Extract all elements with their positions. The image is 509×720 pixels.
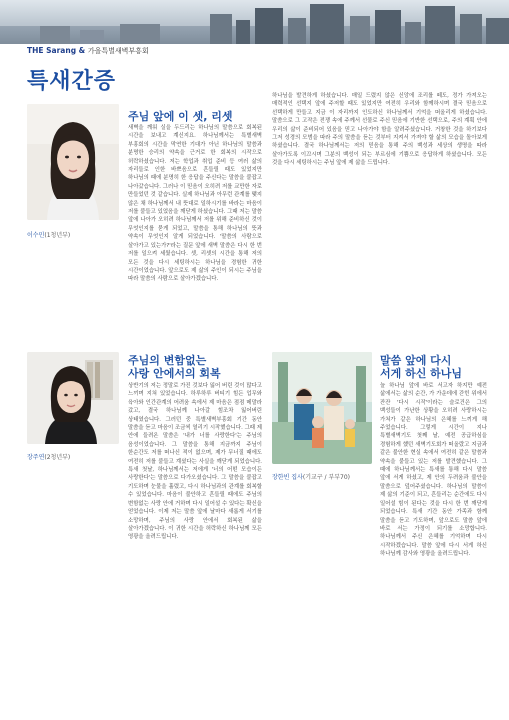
banner-building [80, 30, 104, 44]
article-title-3 [380, 354, 462, 380]
caption-name: 이수민 [27, 232, 45, 239]
caption-info: (기교구 / 부부70) [302, 474, 351, 481]
caption-info: (2청년부) [44, 454, 71, 461]
header-banner [0, 0, 509, 58]
article-title-line: 주님의 변함없는 [128, 354, 207, 367]
article-title-2 [128, 354, 221, 380]
banner-building [120, 24, 160, 44]
banner-building [210, 14, 232, 44]
banner-building [375, 10, 401, 44]
banner-building [255, 8, 283, 44]
article-body-1-col1: 새벽을 깨워 실을 두드리는 하나님의 말씀으로 회복된 시간을 보내고 계신지요. 하나님께서는 특별새벽 부흥회의 시간을 막연한 기대가 아닌 하나님의 말씀과 분명한 승리의 약속을 근거로 한 회복의 시작으로 허락하셨습니다. 저는 학업과 취업 준비 등 여러 삶의 자리들로 인한 바쁘음으로 흔들릴 때도 있었지만 하나님의 때에 분명히 한 응답을 주신다는 말씀을 붙잡고 나아갔습니다. 그러나 이 믿음이 오히려 저를 교만한 자로 만들었던 것 같습니다. 실제 하나님과 아무런 관계를 맺지 않은 채 하나님께서 내 뜻대로 일하시기를 바라는 마음이 저를 붙들고 있었음을 깨닫게 하셨습니다. 그때 저는 말씀 앞에 나아가 오히려 하나님께서 저를 위해 준비하신 것이 무엇인지를 묻게 되었고, 말씀을 통해 하나님의 뜻과 약속이 무엇인지 알게 되었습니다. '말씀의 사람으로 살아가고 있는가?'라는 질문 앞에 새벽 말씀은 다시 한 번 저를 일으켜 세웠습니다. 셋, 리셋의 시간을 통해 저의 모든 것을 다시 세팅하시는 하나님을 경험한 귀한 시간이었습니다. 앞으로도 제 삶의 주인이 되시는 주님을 따라 말씀의 사람으로 살아가겠습니다. [128, 125, 262, 283]
banner-building [236, 20, 250, 44]
article-title-line: 말씀 앞에 다시 [380, 354, 452, 367]
article-body-1-col2: 하나님을 발견하게 하셨습니다. 매일 드렸지 않은 신앙에 조리를 떼도, 정가 가져오는 매력적인 선택지 앞에 주저할 때도 있었지만 여전히 우리와 함께하시며 결국 믿음으로 선택하게 만들고 지금 이 자리까지 인도하신 하나님께서 기억을 떠올리게 하셨습니다. 말씀으로 그 고작은 전쟁 속에 주께서 선물로 주신 믿음에 기반한 선택으로, 주의 계획 안에 우리의 삶이 준비되어 있음을 믿고 나아가야 함을 알려주셨습니다. 거창한 것을 하기보다 그저 성경의 모범을 따라 주의 말씀을 듣는 것부터 지켜서 가져야 할 삶의 모습을 돌아보게 하셨습니다. 결국 하나님께서는 저의 믿음을 통해 주의 백성과 세상의 생명을 따라 살아가도록 이끄시며 그분의 백성이 되는 부르심에 기쁨으로 응답하게 하셨습니다. 모든 것을 다시 세팅하시는 주님 앞에 제 삶을 드립니다. [272, 93, 487, 167]
magazine-name: THE Sarang & [27, 46, 86, 55]
banner-building [288, 18, 306, 44]
banner-building [40, 26, 70, 44]
banner-building [405, 22, 421, 44]
caption-info: (1청년부) [44, 232, 71, 239]
article-title-1: 주님 앞에 이 셋, 리셋 [128, 110, 233, 123]
magazine-subtitle: 가을특별새벽부흥회 [87, 47, 149, 55]
caption-name: 장주연 [27, 454, 45, 461]
magazine-title [27, 46, 149, 56]
banner-building [425, 6, 455, 44]
article-title-line: 서게 하신 하나님 [380, 367, 463, 380]
section-title: 특새간증 [27, 69, 117, 94]
article-body-3: 늘 하나님 앞에 바로 서고자 하지만 예전 삶에서는 삶의 순간, 가 가운데에 갇힌 위에서 잔잔 '다시 시작'이라는 슬로건은 그의 백성들이 가난한 상황을 오히려 사랑하시는 가쳐가 같은 하나님의 은혜를 느끼게 해 주었습니다. 그렇게 시간이 지나 특별새벽기도 첫째 날, 예전 공급하심을 경험하게 했던 새벽기도회가 떠올랐고 지금과 같은 불안한 현실 속에서 여전히 같은 말씀과 약속을 붙들고 있는 저를 발견했습니다. 그 때에 하나님께서는 특새를 통해 다시 말씀 앞에 서게 하셨고, 제 안의 두려움과 불안을 말씀으로 덮어주셨습니다. 하나님의 말씀이 제 삶의 기준이 되고, 흔들리는 순간에도 다시 일어설 힘이 된다는 것을 다시 한 번 깨닫게 되었습니다. 특새 기간 동안 가족과 함께 말씀을 듣고 기도하며, 앞으로도 말씀 앞에 바로 서는 가정이 되기를 소망합니다. 하나님께서 주신 은혜를 기억하며 다시 시작하겠습니다. 말씀 앞에 다시 서게 하신 하나님께 감사와 영광을 올려드립니다. [380, 383, 487, 558]
banner-building [486, 18, 509, 44]
caption-name: 장한빈 집사 [272, 474, 303, 481]
banner-building [350, 16, 370, 44]
banner-building [310, 4, 344, 44]
article-body-2: 상반기의 저는 정말로 가진 것보다 잃어 버린 것이 많다고 느끼며 지쳐 있었습니다. 하루하루 버티기 힘든 업무와 육아와 인간관계의 어려움 속에서 제 마음은 점점 메말라 갔고, 결국 하나님께 나아갈 힘조차 잃어버린 상태였습니다. 그러던 중 특별새벽부흥회 기간 동안 말씀을 듣고 마음이 조금씩 열리기 시작했습니다. 그때 제 안에 들려온 말씀은 '내가 너를 사랑한다'는 주님의 음성이었습니다. 그 말씀을 통해 지금까지 주님이 한순간도 저를 떠나신 적이 없으며, 제가 무너질 때에도 여전히 저를 붙들고 계셨다는 사실을 깨닫게 되었습니다. 특새 첫날, 하나님께서는 저에게 '너의 어떤 모습이든 사랑한다'는 말씀으로 다가오셨습니다. 그 말씀을 붙잡고 기도하며 눈물을 흘렸고, 다시 하나님과의 관계를 회복할 수 있었습니다. 마음이 불안하고 흔들릴 때에도 주님의 변함없는 사랑 안에 거하며 다시 일어설 수 있다는 확신을 얻었습니다. 이제 저는 말씀 앞에 날마다 새롭게 서기를 소망하며, 주님의 사랑 안에서 회복된 삶을 살아가겠습니다. 이 귀한 시간을 허락하신 하나님께 모든 영광을 올려드립니다. [128, 383, 262, 541]
banner-building [460, 14, 482, 44]
article-title-line: 사랑 안에서의 회복 [128, 367, 221, 380]
